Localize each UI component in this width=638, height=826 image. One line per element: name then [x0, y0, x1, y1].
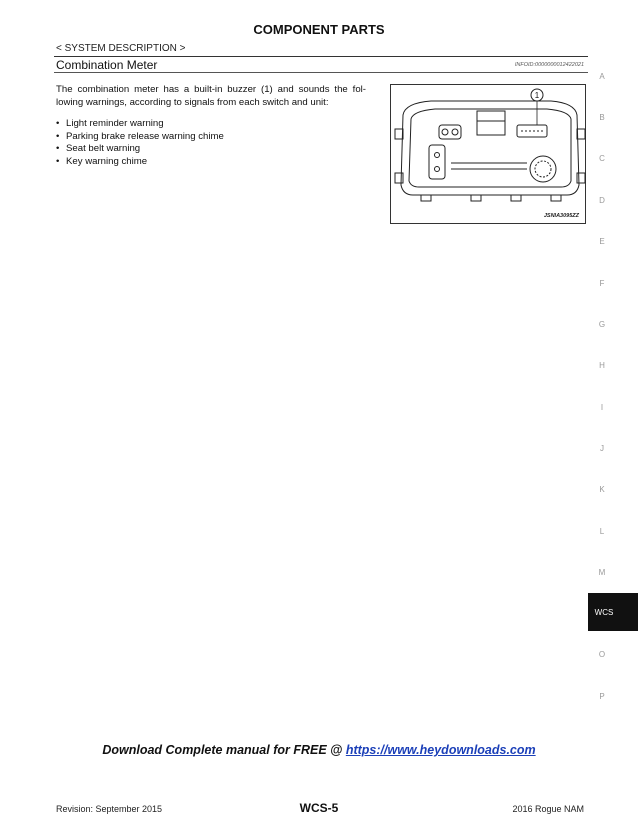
download-banner-text: Download Complete manual for FREE @ [102, 743, 346, 757]
side-index-letter[interactable]: M [598, 568, 606, 577]
side-index-active-label: WCS [594, 607, 614, 617]
side-index-letter[interactable]: O [598, 650, 606, 659]
footer-page-number: WCS-5 [299, 801, 339, 815]
side-index-letter[interactable]: L [599, 527, 605, 536]
download-banner [0, 743, 638, 757]
side-index-letter[interactable]: K [599, 485, 605, 494]
list-item: • Parking brake release warning chime [56, 131, 366, 144]
warning-list [56, 118, 366, 168]
combination-meter-figure [390, 84, 586, 224]
figure-id: JSNIA3095ZZ [543, 213, 579, 219]
side-index-letter[interactable]: E [599, 237, 605, 246]
page-title: COMPONENT PARTS [253, 22, 385, 37]
side-index-active-tab[interactable] [588, 593, 638, 631]
list-item: • Light reminder warning [56, 118, 366, 131]
section-heading: Combination Meter [56, 58, 158, 72]
list-item: • Seat belt warning [56, 143, 366, 156]
side-index-letter[interactable]: F [599, 279, 605, 288]
side-index-letter[interactable]: G [598, 320, 606, 329]
side-index-letter[interactable]: A [599, 72, 605, 81]
callout-number: 1 [534, 91, 540, 100]
section-divider [54, 72, 588, 73]
combination-meter-illustration [391, 85, 587, 225]
side-index-letter[interactable]: P [599, 692, 605, 701]
side-index-letter[interactable]: H [599, 361, 605, 370]
footer-model: 2016 Rogue NAM [512, 804, 584, 814]
footer-revision: Revision: September 2015 [56, 804, 163, 814]
intro-paragraph: The combination meter has a built-in buzzer (1) and sounds the fol-lowing warnings, according to signals from each switch and unit: [56, 84, 366, 108]
side-index-letter[interactable]: D [599, 196, 605, 205]
list-item: • Key warning chime [56, 156, 366, 169]
section-path: < SYSTEM DESCRIPTION > [56, 43, 186, 54]
side-index-letter[interactable]: J [600, 444, 604, 453]
side-index-letter[interactable]: B [599, 113, 605, 122]
side-index-letter[interactable]: I [600, 403, 604, 412]
info-id: INFOID:0000000012422021 [514, 62, 584, 68]
header-divider [54, 56, 588, 57]
download-link[interactable]: https://www.heydownloads.com [345, 743, 536, 757]
side-index-letter[interactable]: C [599, 154, 605, 163]
body-text [56, 84, 366, 168]
